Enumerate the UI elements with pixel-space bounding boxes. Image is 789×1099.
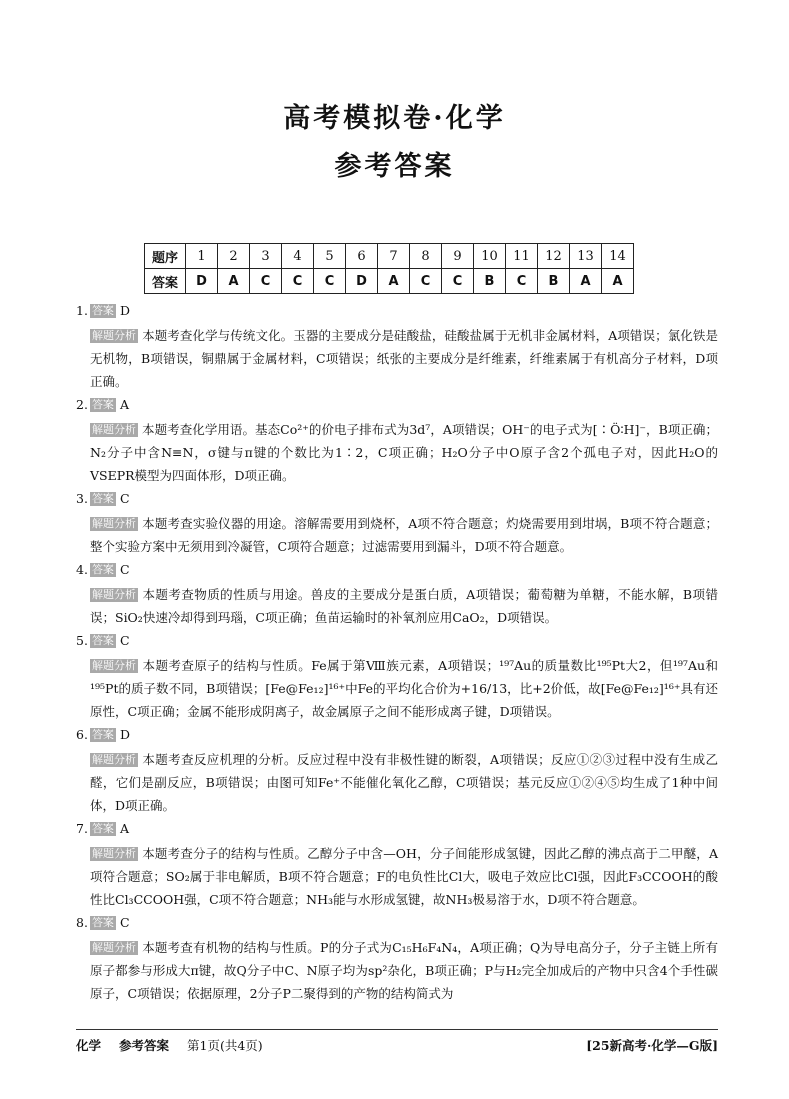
question-number-cell: 4 xyxy=(282,244,314,269)
question-number-cell: 2 xyxy=(218,244,250,269)
question-answer: C xyxy=(119,491,130,506)
question-item xyxy=(76,817,718,911)
footer-edition: [25新高考·化学—G版] xyxy=(586,1038,718,1053)
analysis-badge: 解题分析 xyxy=(92,423,136,436)
question-number-cell: 8 xyxy=(410,244,442,269)
question-item xyxy=(76,723,718,817)
answer-badge: 答案 xyxy=(91,563,114,576)
analysis-text: 本题考查化学与传统文化。玉器的主要成分是硅酸盐，硅酸盐属于无机非金属材料，A项错误；氯化铁是无机物，B项错误，铜鼎属于金属材料，C项错误；纸张的主要成分是纤维素，纤维素属于有机高分子材料，D项正确。 xyxy=(90,328,718,389)
answer-cell: B xyxy=(538,269,570,294)
question-number: 4. xyxy=(76,562,88,577)
answer-cell: C xyxy=(410,269,442,294)
answer-table-answer-row xyxy=(145,269,634,294)
question-item xyxy=(76,393,718,487)
analysis-badge: 解题分析 xyxy=(92,659,136,672)
page-subtitle: 参考答案 xyxy=(334,151,455,182)
analysis-badge: 解题分析 xyxy=(92,588,136,601)
question-answer: C xyxy=(119,915,130,930)
question-item xyxy=(76,299,718,393)
answer-badge: 答案 xyxy=(91,916,114,929)
answer-cell: A xyxy=(218,269,250,294)
question-answer: A xyxy=(119,397,129,412)
footer-doc: 参考答案 xyxy=(119,1038,170,1053)
question-number-cell: 5 xyxy=(314,244,346,269)
question-number: 8. xyxy=(76,915,88,930)
question-number-cell: 6 xyxy=(346,244,378,269)
analysis-badge: 解题分析 xyxy=(92,941,136,954)
question-item xyxy=(76,629,718,723)
answer-table-row-label: 答案 xyxy=(145,269,186,294)
answer-badge: 答案 xyxy=(91,304,114,317)
question-number: 1. xyxy=(76,303,88,318)
question-number-cell: 14 xyxy=(602,244,634,269)
answer-badge: 答案 xyxy=(91,822,114,835)
answer-cell: C xyxy=(506,269,538,294)
answer-cell: C xyxy=(442,269,474,294)
answer-table-number-row xyxy=(145,244,634,269)
footer-subject: 化学 xyxy=(76,1038,102,1053)
question-number: 7. xyxy=(76,821,88,836)
analysis-badge: 解题分析 xyxy=(92,753,136,766)
analysis-text: 本题考查分子的结构与性质。乙醇分子中含—OH，分子间能形成氢键，因此乙醇的沸点高于二甲醚，A项符合题意；SO₂属于非电解质，B项不符合题意；F的电负性比Cl大，吸电子效应比Cl强，因此F₃CCOOH的酸性比Cl₃CCOOH强，C项不符合题意；NH₃能与水形成氢键，故NH₃极易溶于水，D项不符合题意。 xyxy=(90,846,718,907)
answer-badge: 答案 xyxy=(91,398,114,411)
analysis-badge: 解题分析 xyxy=(92,517,136,530)
answer-cell: C xyxy=(250,269,282,294)
question-number-cell: 3 xyxy=(250,244,282,269)
analysis-text: 本题考查物质的性质与用途。兽皮的主要成分是蛋白质，A项错误；葡萄糖为单糖，不能水解，B项错误；SiO₂快速冷却得到玛瑙，C项正确；鱼苗运输时的补氧剂应用CaO₂，D项错误。 xyxy=(90,587,718,625)
question-number-cell: 1 xyxy=(186,244,218,269)
question-number: 2. xyxy=(76,397,88,412)
question-answer: D xyxy=(119,727,130,742)
question-number-cell: 7 xyxy=(378,244,410,269)
answer-badge: 答案 xyxy=(91,634,114,647)
question-number-cell: 11 xyxy=(506,244,538,269)
answer-cell: C xyxy=(314,269,346,294)
question-number-cell: 12 xyxy=(538,244,570,269)
analysis-text: 本题考查化学用语。基态Co²⁺的价电子排布式为3d⁷，A项错误；OH⁻的电子式为[∶Ö∶H]⁻，B项正确；N₂分子中含N≡N，σ键与π键的个数比为1∶2，C项正确；H₂O分子中O原子含2个孤电子对，因此H₂O的VSEPR模型为四面体形，D项正确。 xyxy=(90,422,718,483)
question-answer: C xyxy=(119,633,130,648)
footer-page-number: 第1页(共4页) xyxy=(187,1038,263,1053)
answer-cell: A xyxy=(602,269,634,294)
answer-badge: 答案 xyxy=(91,728,114,741)
answer-cell: A xyxy=(570,269,602,294)
page-footer xyxy=(76,1029,718,1054)
page-title: 高考模拟卷·化学 xyxy=(283,103,506,134)
question-number: 6. xyxy=(76,727,88,742)
analysis-text: 本题考查有机物的结构与性质。P的分子式为C₁₅H₆F₄N₄，A项正确；Q为导电高分子，分子主链上所有原子都参与形成大π键，故Q分子中C、N原子均为sp²杂化，B项正确；P与H₂完全加成后的产物中只含4个手性碳原子，C项错误；依据原理，2分子P二聚得到的产物的结构简式为 xyxy=(90,940,718,1001)
question-item xyxy=(76,911,718,1005)
answer-cell: A xyxy=(378,269,410,294)
answer-table xyxy=(144,243,634,294)
answer-badge: 答案 xyxy=(91,492,114,505)
answer-cell: B xyxy=(474,269,506,294)
analysis-text: 本题考查原子的结构与性质。Fe属于第Ⅷ族元素，A项错误；¹⁹⁷Au的质量数比¹⁹⁵Pt大2，但¹⁹⁷Au和¹⁹⁵Pt的质子数不同，B项错误；[Fe@Fe₁₂]¹⁶⁺中Fe的平均化合价为+16/13，比+2价低，故[Fe@Fe₁₂]¹⁶⁺具有还原性，C项正确；金属不能形成阴离子，故金属原子之间不能形成离子键，D项错误。 xyxy=(90,658,718,719)
answer-cell: D xyxy=(346,269,378,294)
question-number: 3. xyxy=(76,491,88,506)
question-number-cell: 9 xyxy=(442,244,474,269)
answer-table-row-label: 题序 xyxy=(145,244,186,269)
answer-cell: C xyxy=(282,269,314,294)
question-item xyxy=(76,487,718,558)
question-number-cell: 13 xyxy=(570,244,602,269)
answer-explanations xyxy=(76,299,718,1005)
analysis-badge: 解题分析 xyxy=(92,847,136,860)
question-answer: C xyxy=(119,562,130,577)
question-number: 5. xyxy=(76,633,88,648)
analysis-text: 本题考查实验仪器的用途。溶解需要用到烧杯，A项不符合题意；灼烧需要用到坩埚，B项不符合题意；整个实验方案中无须用到冷凝管，C项符合题意；过滤需要用到漏斗，D项不符合题意。 xyxy=(90,516,718,554)
question-answer: A xyxy=(119,821,129,836)
question-number-cell: 10 xyxy=(474,244,506,269)
analysis-text: 本题考查反应机理的分析。反应过程中没有非极性键的断裂，A项错误；反应①②③过程中没有生成乙醛，它们是副反应，B项错误；由图可知Fe⁺不能催化氧化乙醇，C项错误；基元反应①②④⑤均生成了1种中间体，D项正确。 xyxy=(90,752,718,813)
answer-cell: D xyxy=(186,269,218,294)
question-item xyxy=(76,558,718,629)
question-answer: D xyxy=(119,303,130,318)
analysis-badge: 解题分析 xyxy=(92,329,136,342)
